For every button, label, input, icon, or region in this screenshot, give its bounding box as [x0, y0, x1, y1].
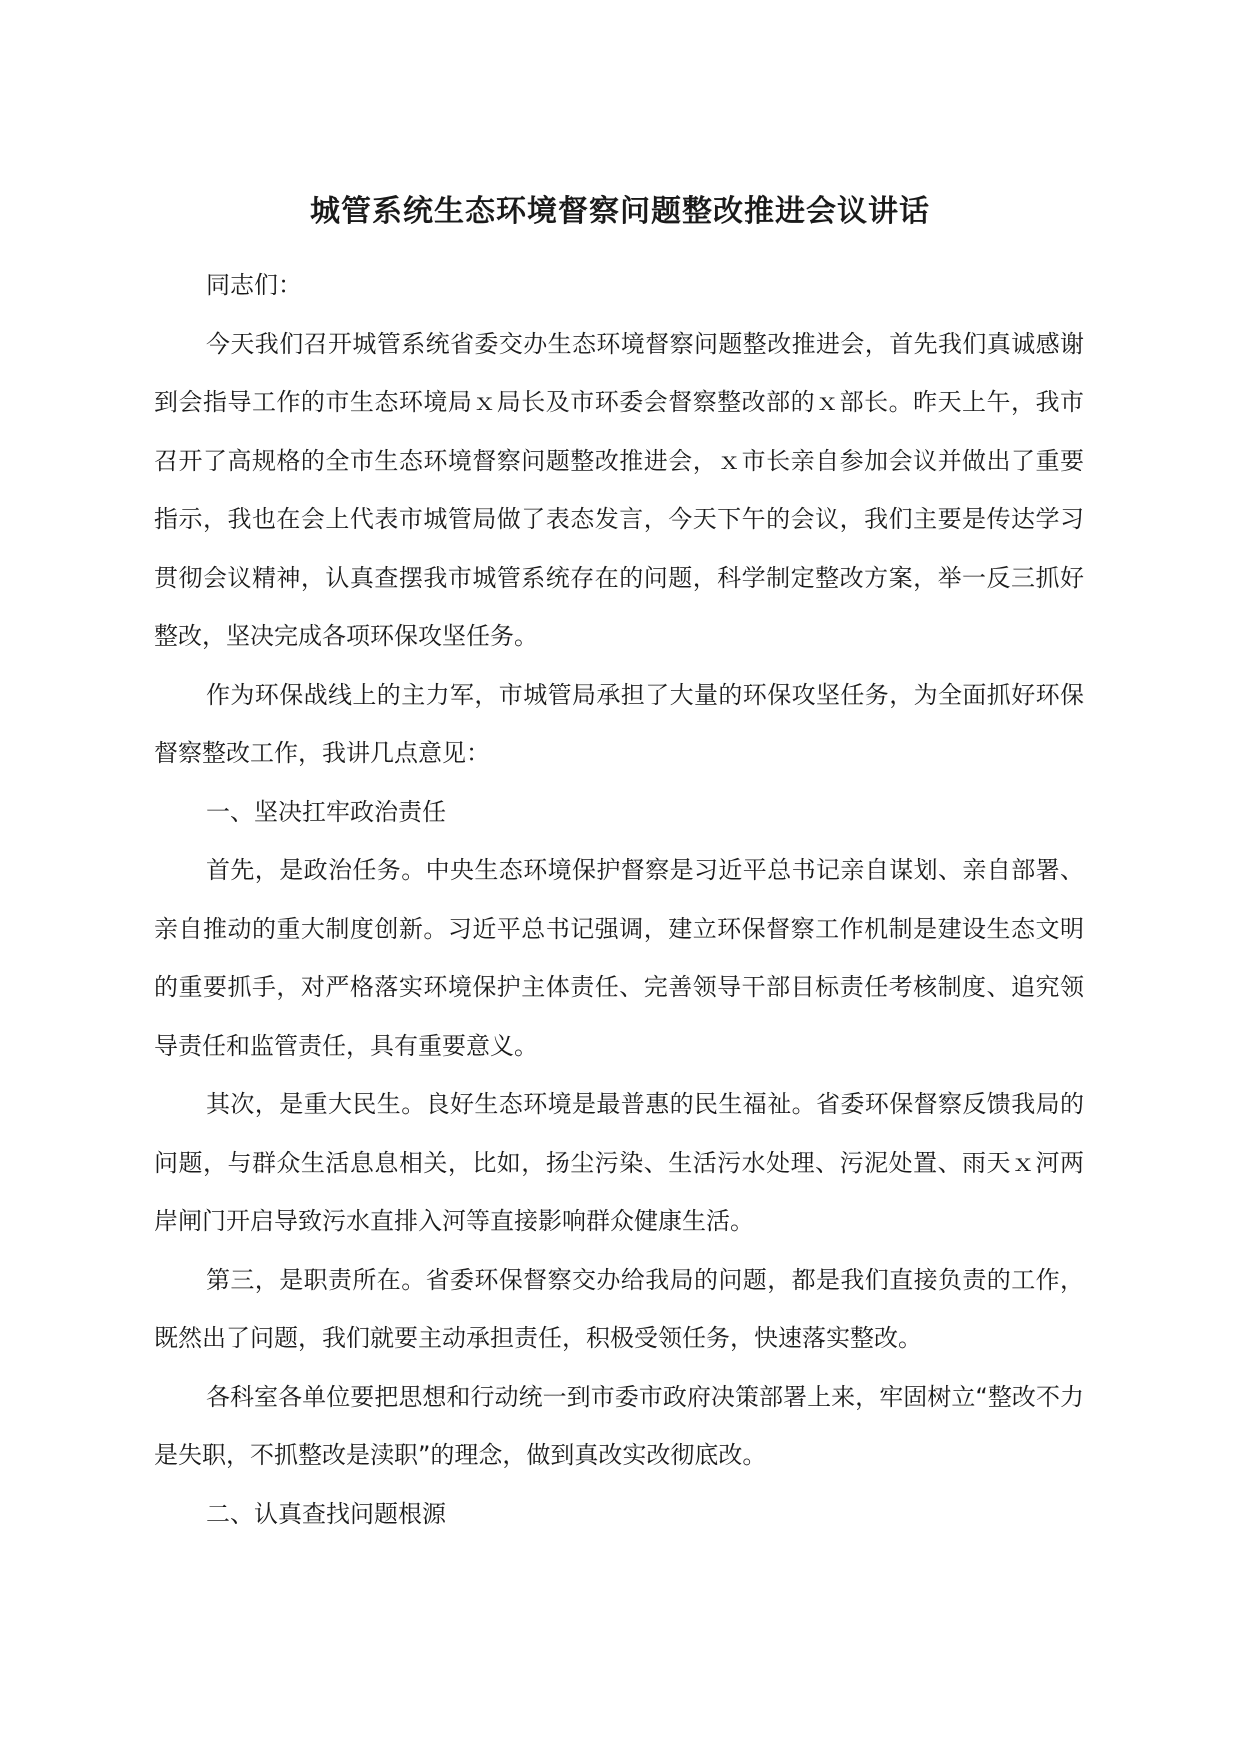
political-task-paragraph: 首先，是政治任务。中央生态环境保护督察是习近平总书记亲自谋划、亲自部署、亲自推动的重大制度创新。习近平总书记强调，建立环保督察工作机制是建设生态文明的重要抓手，对严格落实环境保护主体责任、完善领导干部目标责任考核制度、追究领导责任和监管责任，具有重要意义。 — [154, 856, 1084, 1060]
responsibility-paragraph: 第三，是职责所在。省委环保督察交办给我局的问题，都是我们直接负责的工作，既然出了问题，我们就要主动承担责任，积极受领任务，快速落实整改。 — [154, 1265, 1084, 1352]
intro-paragraph: 今天我们召开城管系统省委交办生态环境督察问题整改推进会，首先我们真诚感谢到会指导工作的市生态环境局ｘ局长及市环委会督察整改部的ｘ部长。昨天上午，我市召开了高规格的全市生态环境督察问题整改推进会，ｘ市长亲自参加会议并做出了重要指示，我也在会上代表市城管局做了表态发言，今天下午的会议，我们主要是传达学习贯彻会议精神，认真查摆我市城管系统存在的问题，科学制定整改方案，举一反三抓好整改，坚决完成各项环保攻坚任务。 — [154, 329, 1084, 650]
livelihood-paragraph: 其次，是重大民生。良好生态环境是最普惠的民生福祉。省委环保督察反馈我局的问题，与群众生活息息相关，比如，扬尘污染、生活污水处理、污泥处置、雨天ｘ河两岸闸门开启导致污水直排入河等直接影响群众健康生活。 — [154, 1090, 1084, 1235]
salutation-paragraph: 同志们： — [206, 271, 302, 299]
opinions-lead-paragraph: 作为环保战线上的主力军，市城管局承担了大量的环保攻坚任务，为全面抓好环保督察整改工作，我讲几点意见： — [154, 680, 1084, 767]
document-title: 城管系统生态环境督察问题整改推进会议讲话 — [310, 194, 930, 229]
unify-action-paragraph: 各科室各单位要把思想和行动统一到市委市政府决策部署上来，牢固树立“整改不力是失职，不抓整改是渎职”的理念，做到真改实改彻底改。 — [154, 1382, 1084, 1469]
document-body — [154, 256, 1084, 1543]
section-heading-1: 一、坚决扛牢政治责任 — [206, 797, 446, 826]
section-heading-2: 二、认真查找问题根源 — [206, 1499, 446, 1528]
